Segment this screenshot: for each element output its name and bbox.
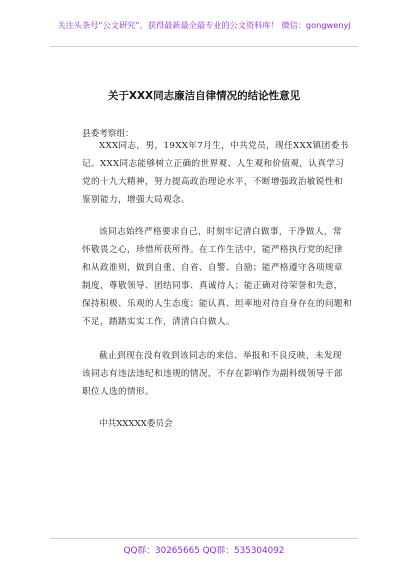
paragraph-line: 鉴别能力，增强大局观念。 bbox=[82, 195, 190, 205]
paragraph-line: 怀敬畏之心，珍惜所获所得。在工作生活中，能严格执行党的纪律 bbox=[82, 245, 343, 255]
header-divider bbox=[50, 46, 358, 47]
signature: 中共XXXXX委员会 bbox=[99, 419, 173, 429]
paragraph-line: XXX同志，男，19XX年7月生，中共党员，现任XXX镇团委书 bbox=[99, 141, 349, 151]
salutation: 县委考察组： bbox=[82, 129, 134, 139]
footer-divider bbox=[50, 538, 358, 539]
paragraph-line: 和从政准则，做到自重、自省、自警、自励；能严格遵守各项规章 bbox=[82, 263, 343, 273]
paragraph-line: 该同志始终严格要求自己，时刻牢记清白做事，干净做人，常 bbox=[99, 227, 342, 237]
paragraph-line: 保持积极、乐观的人生态度；能认真、坦率地对待自身存在的问题和 bbox=[82, 299, 352, 309]
paragraph-line: 该同志有违法违纪和违规的情况，不存在影响作为副科级领导干部 bbox=[82, 369, 343, 379]
paragraph-line: 记。XXX同志能够树立正确的世界观、人生观和价值观，认真学习 bbox=[82, 159, 345, 169]
document-title: 关于XXX同志廉洁自律情况的结论性意见 bbox=[107, 90, 301, 102]
paragraph-line: 不足，踏踏实实工作，清清白白做人。 bbox=[82, 317, 235, 327]
paragraph-line: 制度，尊敬领导、团结同事、真诚待人；能正确对待荣誉和失意， bbox=[82, 281, 343, 291]
header-note: 关注头条号“公文研究”，获得最新最全最专业的公文资料库！ 微信：gongwenyj bbox=[57, 20, 351, 30]
paragraph-line: 截止到现在没有收到该同志的来信、举报和不良反映，未发现 bbox=[99, 351, 342, 361]
paragraph-1 bbox=[82, 137, 349, 209]
footer-note: QQ群：30265665 QQ群：535304092 bbox=[123, 546, 285, 556]
paragraph-2 bbox=[82, 223, 352, 331]
paragraph-line: 党的十九大精神，努力提高政治理论水平，不断增强政治敏锐性和 bbox=[82, 177, 343, 187]
paragraph-line: 职位人选的情形。 bbox=[82, 387, 154, 397]
paragraph-3 bbox=[82, 347, 343, 401]
